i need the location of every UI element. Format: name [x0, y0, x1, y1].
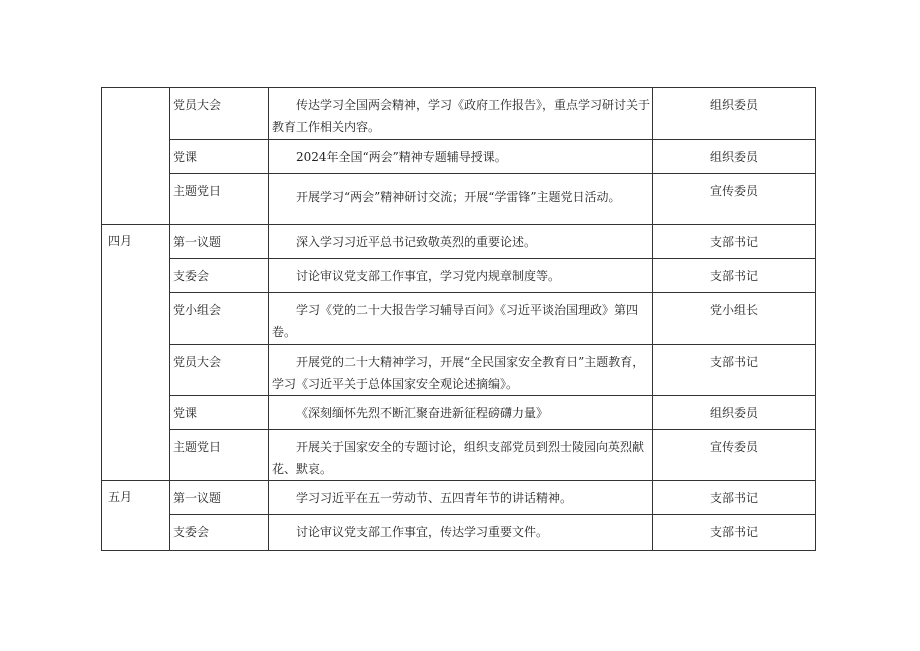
- activity-type-cell: 支委会: [170, 259, 269, 293]
- activity-type-cell: 党课: [170, 140, 269, 174]
- table-row: [102, 515, 816, 551]
- table-row: [102, 293, 816, 345]
- content-cell: 讨论审议党支部工作事宜，学习党内规章制度等。: [269, 259, 653, 293]
- content-cell: 《深刻缅怀先烈不断汇聚奋进新征程磅礴力量》: [269, 396, 653, 430]
- table-row: [102, 481, 816, 515]
- activity-type-cell: 党员大会: [170, 88, 269, 140]
- content-cell: 开展学习“两会”精神研讨交流；开展“学雷锋”主题党日活动。: [269, 174, 653, 225]
- content-cell: 开展关于国家安全的专题讨论，组织支部党员到烈士陵园向英烈献花、默哀。: [269, 430, 653, 481]
- responsible-cell: 支部书记: [653, 481, 816, 515]
- month-cell: 四月: [102, 225, 170, 481]
- responsible-cell: 宣传委员: [653, 174, 816, 225]
- responsible-cell: 支部书记: [653, 259, 816, 293]
- month-cell: 五月: [102, 481, 170, 551]
- activity-type-cell: 党课: [170, 396, 269, 430]
- work-plan-table: [101, 87, 816, 551]
- table-row: [102, 140, 816, 174]
- content-cell: 传达学习全国两会精神，学习《政府工作报告》，重点学习研讨关于教育工作相关内容。: [269, 88, 653, 140]
- table-row: [102, 225, 816, 259]
- content-cell: 开展党的二十大精神学习，开展“全民国家安全教育日”主题教育，学习《习近平关于总体国家安全观论述摘编》。: [269, 345, 653, 396]
- content-cell: 深入学习习近平总书记致敬英烈的重要论述。: [269, 225, 653, 259]
- responsible-cell: 支部书记: [653, 225, 816, 259]
- responsible-cell: 宣传委员: [653, 430, 816, 481]
- responsible-cell: 组织委员: [653, 396, 816, 430]
- table-row: [102, 345, 816, 396]
- activity-type-cell: 主题党日: [170, 430, 269, 481]
- content-cell: 2024年全国“两会”精神专题辅导授课。: [269, 140, 653, 174]
- activity-type-cell: 第一议题: [170, 481, 269, 515]
- responsible-cell: 支部书记: [653, 345, 816, 396]
- table-row: [102, 259, 816, 293]
- activity-type-cell: 第一议题: [170, 225, 269, 259]
- responsible-cell: 组织委员: [653, 140, 816, 174]
- table-row: [102, 88, 816, 140]
- activity-type-cell: 支委会: [170, 515, 269, 551]
- activity-type-cell: 党员大会: [170, 345, 269, 396]
- content-cell: 学习习近平在五一劳动节、五四青年节的讲话精神。: [269, 481, 653, 515]
- responsible-cell: 支部书记: [653, 515, 816, 551]
- responsible-cell: 组织委员: [653, 88, 816, 140]
- month-cell: [102, 88, 170, 225]
- content-cell: 讨论审议党支部工作事宜，传达学习重要文件。: [269, 515, 653, 551]
- table-row: [102, 430, 816, 481]
- activity-type-cell: 党小组会: [170, 293, 269, 345]
- content-cell: 学习《党的二十大报告学习辅导百问》《习近平谈治国理政》第四卷。: [269, 293, 653, 345]
- responsible-cell: 党小组长: [653, 293, 816, 345]
- table-row: [102, 396, 816, 430]
- table-row: [102, 174, 816, 225]
- activity-type-cell: 主题党日: [170, 174, 269, 225]
